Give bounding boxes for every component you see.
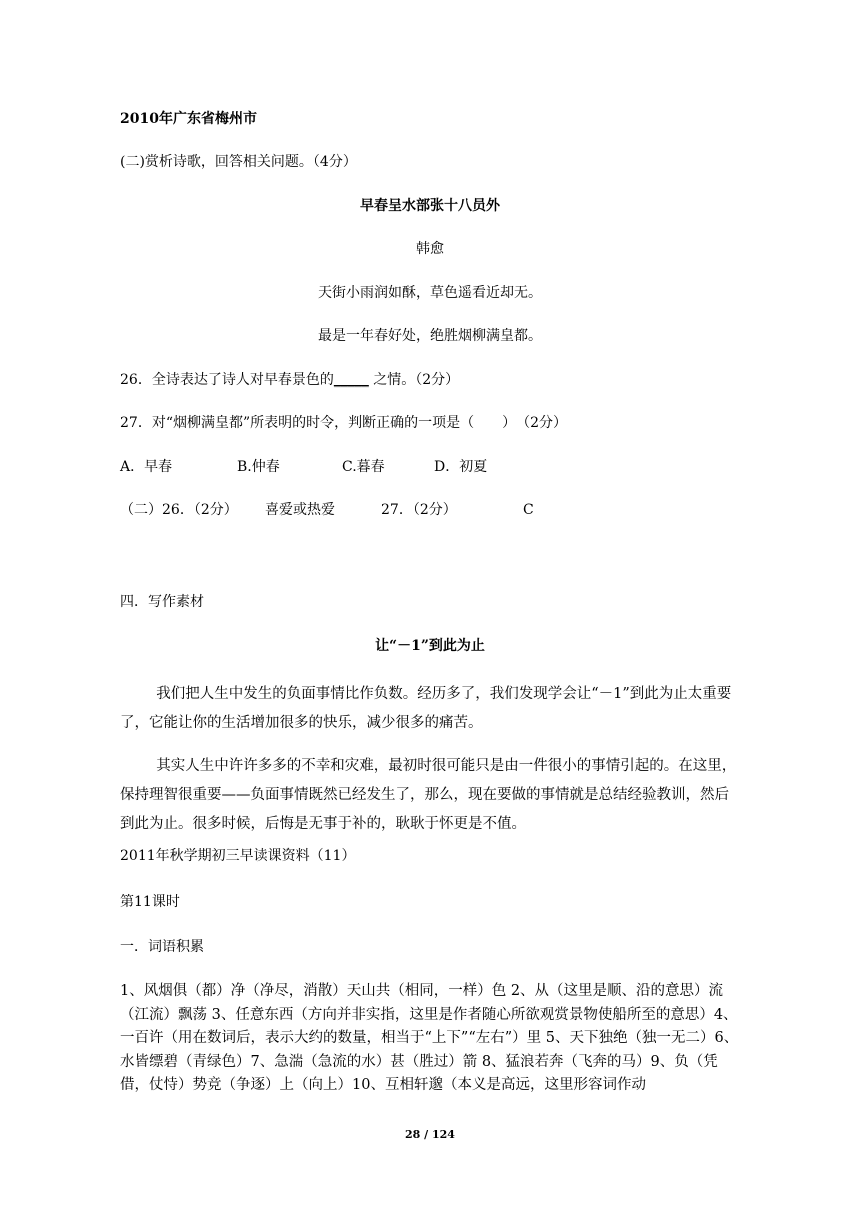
- essay-body: [120, 680, 742, 839]
- page-number: 28 / 124: [405, 1128, 455, 1141]
- essay-title: 让“－1”到此为止: [375, 638, 485, 654]
- option-a: A．早春: [120, 459, 173, 475]
- question-26-text: 26．全诗表达了诗人对早春景色的: [120, 372, 334, 388]
- question-27: 27．对“烟柳满皇都”所表明的时令，判断正确的一项是（ ） （2分）: [120, 415, 568, 431]
- answer-blank: _____: [333, 372, 369, 388]
- option-c: C.暮春: [342, 459, 385, 475]
- poem-author: 韩愈: [416, 241, 444, 257]
- poem-line-2: 最是一年春好处，绝胜烟柳满皇都。: [318, 328, 542, 344]
- vocab-text: 1、风烟俱（都）净（净尽，消散）天山共（相同，一样）色 2、从（这里是顺、沿的意思）流（江流）飘荡 3、任意东西（方向并非实指，这里是作者随心所欲观赏景物使船所至的意思）4、一百许（用在数词后，表示大约的数量，相当于“上下”“左右”）里 5、天下独绝（独一无二）6、水皆缥碧（青绿色）7、急湍（急流的水）甚（胜过）箭 8、猛浪若奔（飞奔的马）9、负（凭借，仗恃）势竞（争逐）上（向上）10、互相轩邈（本义是高远，这里形容词作动: [120, 983, 739, 1093]
- lesson-session: 第11课时: [120, 894, 180, 910]
- answer-26-label: （二）26．（2分）: [120, 502, 238, 518]
- vocab-list: [120, 980, 742, 1098]
- source-heading: 2010年广东省梅州市: [120, 111, 257, 127]
- question-26: [120, 371, 459, 389]
- option-d: D．初夏: [434, 459, 488, 475]
- answer-27-label: 27．（2分）: [381, 502, 457, 518]
- essay-paragraph-1: 我们把人生中发生的负面事情比作负数。经历多了，我们发现学会让“－1”到此为止太重要了，它能让你的生活增加很多的快乐，减少很多的痛苦。: [120, 686, 732, 731]
- poem-line-1: 天街小雨润如酥，草色遥看近却无。: [318, 285, 542, 301]
- vocab-section-heading: 一．词语积累: [120, 939, 204, 955]
- answer-27-text: C: [523, 502, 534, 518]
- poem-title: 早春呈水部张十八员外: [360, 198, 500, 214]
- answer-26-text: 喜爱或热爱: [265, 502, 335, 518]
- essay-paragraph-2: 其实人生中许许多多的不幸和灾难，最初时很可能只是由一件很小的事情引起的。在这里，保持理智很重要——负面事情既然已经发生了，那么，现在要做的事情就是总结经验教训，然后到此为止。很多时候，后悔是无事于补的，耿耿于怀更是不值。: [120, 758, 737, 832]
- lesson-title: 2011年秋学期初三早读课资料（11）: [120, 848, 356, 864]
- poem-section-heading: (二)赏析诗歌，回答相关问题。（4分）: [120, 154, 357, 170]
- writing-section-heading: 四．写作素材: [120, 594, 204, 610]
- question-26-score: 之情。（2分）: [368, 372, 460, 388]
- option-b: B.仲春: [237, 459, 280, 475]
